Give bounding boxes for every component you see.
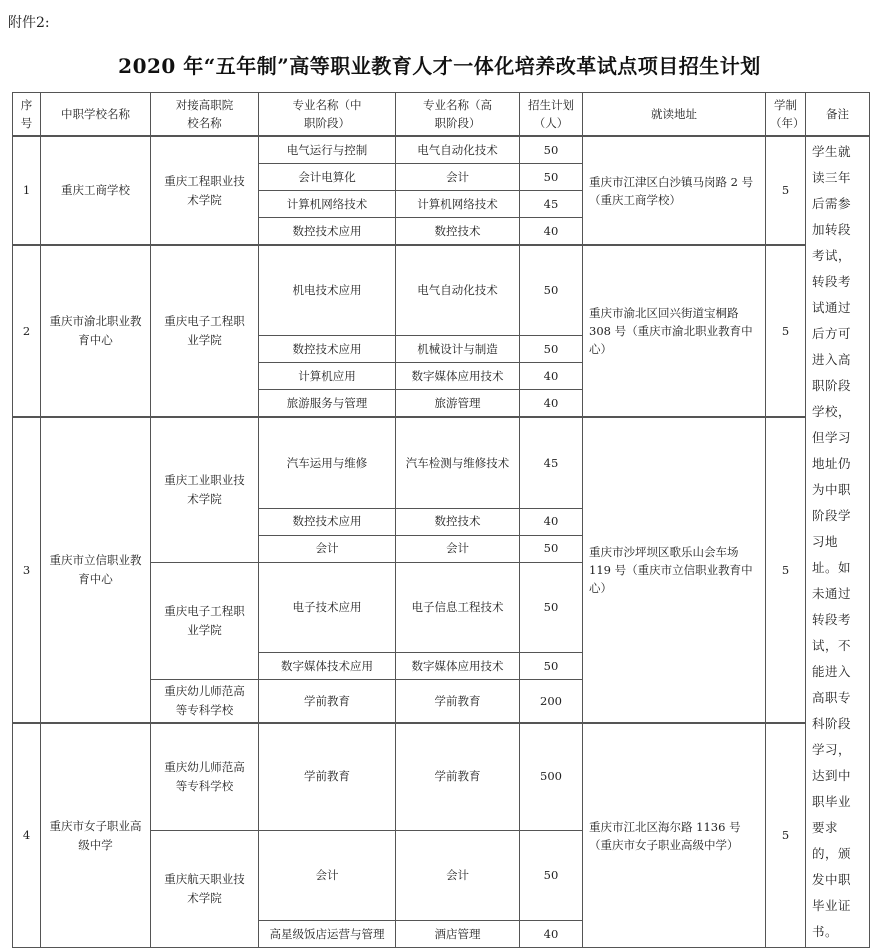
- major-mid-stage: 学前教育: [259, 680, 396, 724]
- program-years: 5: [766, 723, 806, 947]
- partner-college: 重庆工业职业技术学院: [151, 417, 259, 562]
- row-number: 1: [13, 136, 41, 245]
- major-mid-stage: 学前教育: [259, 723, 396, 830]
- enrollment-plan: 50: [520, 830, 583, 920]
- study-address: 重庆市江北区海尔路 1136 号（重庆市女子职业高级中学）: [583, 723, 766, 947]
- partner-college: 重庆电子工程职业学院: [151, 562, 259, 679]
- major-high-stage: 数字媒体应用技术: [396, 653, 520, 680]
- enrollment-plan: 45: [520, 191, 583, 218]
- enrollment-plan: 40: [520, 218, 583, 246]
- header-remark: 备注: [806, 93, 870, 137]
- table-row: [13, 136, 870, 164]
- study-address: 重庆市沙坪坝区歌乐山会车场 119 号（重庆市立信职业教育中心）: [583, 417, 766, 723]
- enrollment-plan-table: [12, 92, 870, 948]
- enrollment-plan: 50: [520, 653, 583, 680]
- major-high-stage: 机械设计与制造: [396, 336, 520, 363]
- enrollment-plan: 50: [520, 535, 583, 562]
- enrollment-plan: 40: [520, 921, 583, 948]
- major-high-stage: 酒店管理: [396, 921, 520, 948]
- program-years: 5: [766, 136, 806, 245]
- major-mid-stage: 会计电算化: [259, 164, 396, 191]
- major-high-stage: 数字媒体应用技术: [396, 363, 520, 390]
- partner-college: 重庆工程职业技术学院: [151, 136, 259, 245]
- major-high-stage: 数控技术: [396, 508, 520, 535]
- school-name: 重庆市渝北职业教育中心: [41, 245, 151, 417]
- major-mid-stage: 计算机应用: [259, 363, 396, 390]
- partner-college: 重庆幼儿师范高等专科学校: [151, 723, 259, 830]
- header-major-mid: 专业名称（中职阶段）: [259, 93, 396, 137]
- major-mid-stage: 旅游服务与管理: [259, 390, 396, 418]
- remark: 学生就读三年后需参加转段考试，转段考试通过后方可进入高职阶段学校，但学习地址仍为中职阶段学习地址。如未通过转段考试，不能进入高职专科阶段学习，达到中职毕业要求的，颁发中职毕业证书。: [806, 136, 870, 948]
- enrollment-plan: 40: [520, 390, 583, 418]
- header-plan: 招生计划（人）: [520, 93, 583, 137]
- study-address: 重庆市江津区白沙镇马岗路 2 号（重庆工商学校）: [583, 136, 766, 245]
- major-mid-stage: 计算机网络技术: [259, 191, 396, 218]
- program-years: 5: [766, 417, 806, 723]
- major-mid-stage: 汽车运用与维修: [259, 417, 396, 508]
- enrollment-plan: 50: [520, 562, 583, 652]
- header-address: 就读地址: [583, 93, 766, 137]
- row-number: 3: [13, 417, 41, 723]
- major-high-stage: 会计: [396, 164, 520, 191]
- major-mid-stage: 数控技术应用: [259, 508, 396, 535]
- major-high-stage: 学前教育: [396, 680, 520, 724]
- header-row: [13, 93, 870, 137]
- row-number: 4: [13, 723, 41, 947]
- document-title: 2020 年“五年制”高等职业教育人才一体化培养改革试点项目招生计划: [118, 54, 761, 78]
- table-row: [13, 723, 870, 830]
- enrollment-plan: 40: [520, 508, 583, 535]
- major-high-stage: 旅游管理: [396, 390, 520, 418]
- enrollment-plan: 45: [520, 417, 583, 508]
- program-years: 5: [766, 245, 806, 417]
- major-mid-stage: 数控技术应用: [259, 336, 396, 363]
- major-high-stage: 电气自动化技术: [396, 245, 520, 336]
- major-mid-stage: 电子技术应用: [259, 562, 396, 652]
- header-years: 学制（年）: [766, 93, 806, 137]
- major-mid-stage: 高星级饭店运营与管理: [259, 921, 396, 948]
- table-row: [13, 417, 870, 508]
- enrollment-plan: 50: [520, 336, 583, 363]
- major-high-stage: 电子信息工程技术: [396, 562, 520, 652]
- major-mid-stage: 会计: [259, 535, 396, 562]
- major-high-stage: 会计: [396, 830, 520, 920]
- enrollment-plan: 500: [520, 723, 583, 830]
- enrollment-plan: 50: [520, 164, 583, 191]
- header-no: 序号: [13, 93, 41, 137]
- header-school: 中职学校名称: [41, 93, 151, 137]
- attachment-label: 附件2:: [8, 15, 50, 31]
- enrollment-plan: 50: [520, 245, 583, 336]
- enrollment-plan: 40: [520, 363, 583, 390]
- table-row: [13, 245, 870, 336]
- major-high-stage: 计算机网络技术: [396, 191, 520, 218]
- major-mid-stage: 机电技术应用: [259, 245, 396, 336]
- major-high-stage: 汽车检测与维修技术: [396, 417, 520, 508]
- enrollment-plan: 50: [520, 136, 583, 164]
- header-partner: 对接高职院校名称: [151, 93, 259, 137]
- study-address: 重庆市渝北区回兴街道宝桐路 308 号（重庆市渝北职业教育中心）: [583, 245, 766, 417]
- major-mid-stage: 会计: [259, 830, 396, 920]
- major-high-stage: 电气自动化技术: [396, 136, 520, 164]
- partner-college: 重庆幼儿师范高等专科学校: [151, 680, 259, 724]
- major-mid-stage: 数控技术应用: [259, 218, 396, 246]
- header-major-high: 专业名称（高职阶段）: [396, 93, 520, 137]
- major-high-stage: 会计: [396, 535, 520, 562]
- row-number: 2: [13, 245, 41, 417]
- major-mid-stage: 电气运行与控制: [259, 136, 396, 164]
- major-mid-stage: 数字媒体技术应用: [259, 653, 396, 680]
- school-name: 重庆市女子职业高级中学: [41, 723, 151, 947]
- major-high-stage: 数控技术: [396, 218, 520, 246]
- partner-college: 重庆电子工程职业学院: [151, 245, 259, 417]
- partner-college: 重庆航天职业技术学院: [151, 830, 259, 947]
- enrollment-plan: 200: [520, 680, 583, 724]
- school-name: 重庆工商学校: [41, 136, 151, 245]
- major-high-stage: 学前教育: [396, 723, 520, 830]
- school-name: 重庆市立信职业教育中心: [41, 417, 151, 723]
